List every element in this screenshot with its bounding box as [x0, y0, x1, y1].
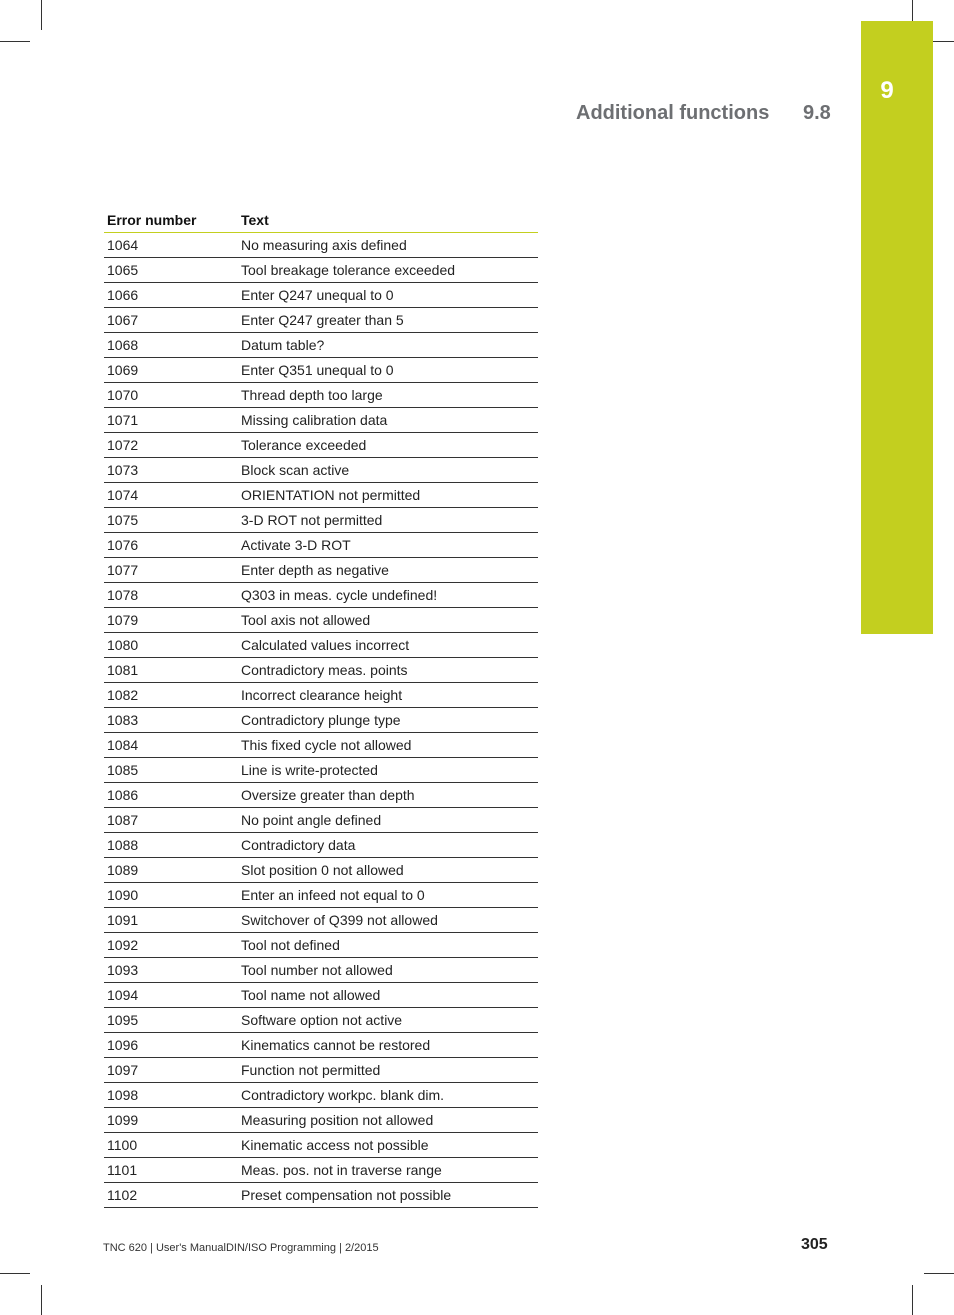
table-row [104, 508, 538, 533]
section-title: Additional functions [576, 102, 770, 124]
error-text-cell: Switchover of Q399 not allowed [238, 908, 538, 933]
error-text-cell: Activate 3-D ROT [238, 533, 538, 558]
table-row [104, 933, 538, 958]
error-number-cell: 1089 [104, 858, 238, 883]
table-row [104, 1158, 538, 1183]
error-table [104, 208, 538, 1208]
table-header-row [104, 208, 538, 233]
error-text-cell: ORIENTATION not permitted [238, 483, 538, 508]
error-number-cell: 1091 [104, 908, 238, 933]
table-row [104, 658, 538, 683]
error-text-cell: Enter Q247 unequal to 0 [238, 283, 538, 308]
table-row [104, 233, 538, 258]
error-number-cell: 1081 [104, 658, 238, 683]
error-text-cell: Q303 in meas. cycle undefined! [238, 583, 538, 608]
error-text-cell: No point angle defined [238, 808, 538, 833]
table-row [104, 533, 538, 558]
error-number-cell: 1073 [104, 458, 238, 483]
table-row [104, 683, 538, 708]
error-number-cell: 1075 [104, 508, 238, 533]
section-number: 9.8 [803, 102, 831, 124]
error-number-cell: 1064 [104, 233, 238, 258]
error-number-cell: 1074 [104, 483, 238, 508]
table-row [104, 1058, 538, 1083]
table-row [104, 483, 538, 508]
table-row [104, 883, 538, 908]
table-row [104, 333, 538, 358]
crop-mark [0, 1273, 30, 1274]
error-number-cell: 1066 [104, 283, 238, 308]
error-text-cell: Contradictory meas. points [238, 658, 538, 683]
table-row [104, 458, 538, 483]
table-row [104, 958, 538, 983]
table-row [104, 283, 538, 308]
error-text-cell: Contradictory data [238, 833, 538, 858]
error-text-cell: Calculated values incorrect [238, 633, 538, 658]
table-row [104, 808, 538, 833]
error-text-cell: Tool number not allowed [238, 958, 538, 983]
error-number-cell: 1092 [104, 933, 238, 958]
error-number-cell: 1078 [104, 583, 238, 608]
table-row [104, 783, 538, 808]
error-number-cell: 1083 [104, 708, 238, 733]
error-text-cell: Meas. pos. not in traverse range [238, 1158, 538, 1183]
table-row [104, 1008, 538, 1033]
error-text-cell: Function not permitted [238, 1058, 538, 1083]
error-text-cell: Software option not active [238, 1008, 538, 1033]
error-text-cell: Kinematic access not possible [238, 1133, 538, 1158]
table-row [104, 408, 538, 433]
table-row [104, 558, 538, 583]
error-number-cell: 1098 [104, 1083, 238, 1108]
table-row [104, 583, 538, 608]
error-text-cell: Slot position 0 not allowed [238, 858, 538, 883]
error-number-cell: 1086 [104, 783, 238, 808]
table-row [104, 1133, 538, 1158]
error-text-cell: Tolerance exceeded [238, 433, 538, 458]
table-row [104, 983, 538, 1008]
error-number-cell: 1065 [104, 258, 238, 283]
error-text-cell: Preset compensation not possible [238, 1183, 538, 1208]
crop-mark [41, 1285, 42, 1315]
error-text-cell: Block scan active [238, 458, 538, 483]
chapter-tab [861, 21, 933, 634]
error-text-cell: 3-D ROT not permitted [238, 508, 538, 533]
table-row [104, 258, 538, 283]
error-number-cell: 1099 [104, 1108, 238, 1133]
error-text-cell: Tool name not allowed [238, 983, 538, 1008]
crop-mark [0, 41, 30, 42]
error-number-cell: 1087 [104, 808, 238, 833]
crop-mark [924, 1273, 954, 1274]
table-row [104, 908, 538, 933]
error-number-cell: 1082 [104, 683, 238, 708]
table-row [104, 433, 538, 458]
error-text-cell: Tool axis not allowed [238, 608, 538, 633]
error-number-cell: 1096 [104, 1033, 238, 1058]
error-text-cell: Enter Q351 unequal to 0 [238, 358, 538, 383]
page-number: 305 [801, 1236, 828, 1253]
error-number-cell: 1076 [104, 533, 238, 558]
error-text-cell: Measuring position not allowed [238, 1108, 538, 1133]
chapter-number: 9 [880, 77, 894, 104]
error-number-cell: 1080 [104, 633, 238, 658]
crop-mark [912, 1285, 913, 1315]
error-text-cell: Enter an infeed not equal to 0 [238, 883, 538, 908]
error-text-cell: Tool breakage tolerance exceeded [238, 258, 538, 283]
table-row [104, 1108, 538, 1133]
table-row [104, 633, 538, 658]
table-row [104, 758, 538, 783]
error-number-cell: 1071 [104, 408, 238, 433]
error-number-cell: 1084 [104, 733, 238, 758]
table-row [104, 383, 538, 408]
column-header-text: Text [238, 208, 538, 233]
table-row [104, 858, 538, 883]
error-number-cell: 1088 [104, 833, 238, 858]
error-number-cell: 1102 [104, 1183, 238, 1208]
table-row [104, 833, 538, 858]
table-row [104, 608, 538, 633]
error-number-cell: 1085 [104, 758, 238, 783]
error-number-cell: 1072 [104, 433, 238, 458]
table-row [104, 1183, 538, 1208]
table-body [104, 233, 538, 1208]
error-text-cell: No measuring axis defined [238, 233, 538, 258]
table-row [104, 1083, 538, 1108]
error-number-cell: 1100 [104, 1133, 238, 1158]
column-header-error-number: Error number [104, 208, 238, 233]
error-text-cell: Datum table? [238, 333, 538, 358]
error-text-cell: Kinematics cannot be restored [238, 1033, 538, 1058]
table-row [104, 358, 538, 383]
error-number-cell: 1070 [104, 383, 238, 408]
error-text-cell: Line is write-protected [238, 758, 538, 783]
error-number-cell: 1069 [104, 358, 238, 383]
error-number-cell: 1090 [104, 883, 238, 908]
error-text-cell: Contradictory workpc. blank dim. [238, 1083, 538, 1108]
error-number-cell: 1093 [104, 958, 238, 983]
error-number-cell: 1079 [104, 608, 238, 633]
error-text-cell: Missing calibration data [238, 408, 538, 433]
error-text-cell: This fixed cycle not allowed [238, 733, 538, 758]
error-text-cell: Thread depth too large [238, 383, 538, 408]
error-number-cell: 1095 [104, 1008, 238, 1033]
error-number-cell: 1068 [104, 333, 238, 358]
footer-text: TNC 620 | User's ManualDIN/ISO Programming | 2/2015 [103, 1242, 379, 1254]
error-number-cell: 1097 [104, 1058, 238, 1083]
error-text-cell: Tool not defined [238, 933, 538, 958]
error-text-cell: Enter depth as negative [238, 558, 538, 583]
error-text-cell: Contradictory plunge type [238, 708, 538, 733]
error-number-cell: 1067 [104, 308, 238, 333]
table-row [104, 708, 538, 733]
table-row [104, 1033, 538, 1058]
table-row [104, 733, 538, 758]
error-text-cell: Enter Q247 greater than 5 [238, 308, 538, 333]
error-number-cell: 1094 [104, 983, 238, 1008]
error-text-cell: Oversize greater than depth [238, 783, 538, 808]
error-number-cell: 1101 [104, 1158, 238, 1183]
crop-mark [41, 0, 42, 30]
error-text-cell: Incorrect clearance height [238, 683, 538, 708]
error-number-cell: 1077 [104, 558, 238, 583]
table-row [104, 308, 538, 333]
